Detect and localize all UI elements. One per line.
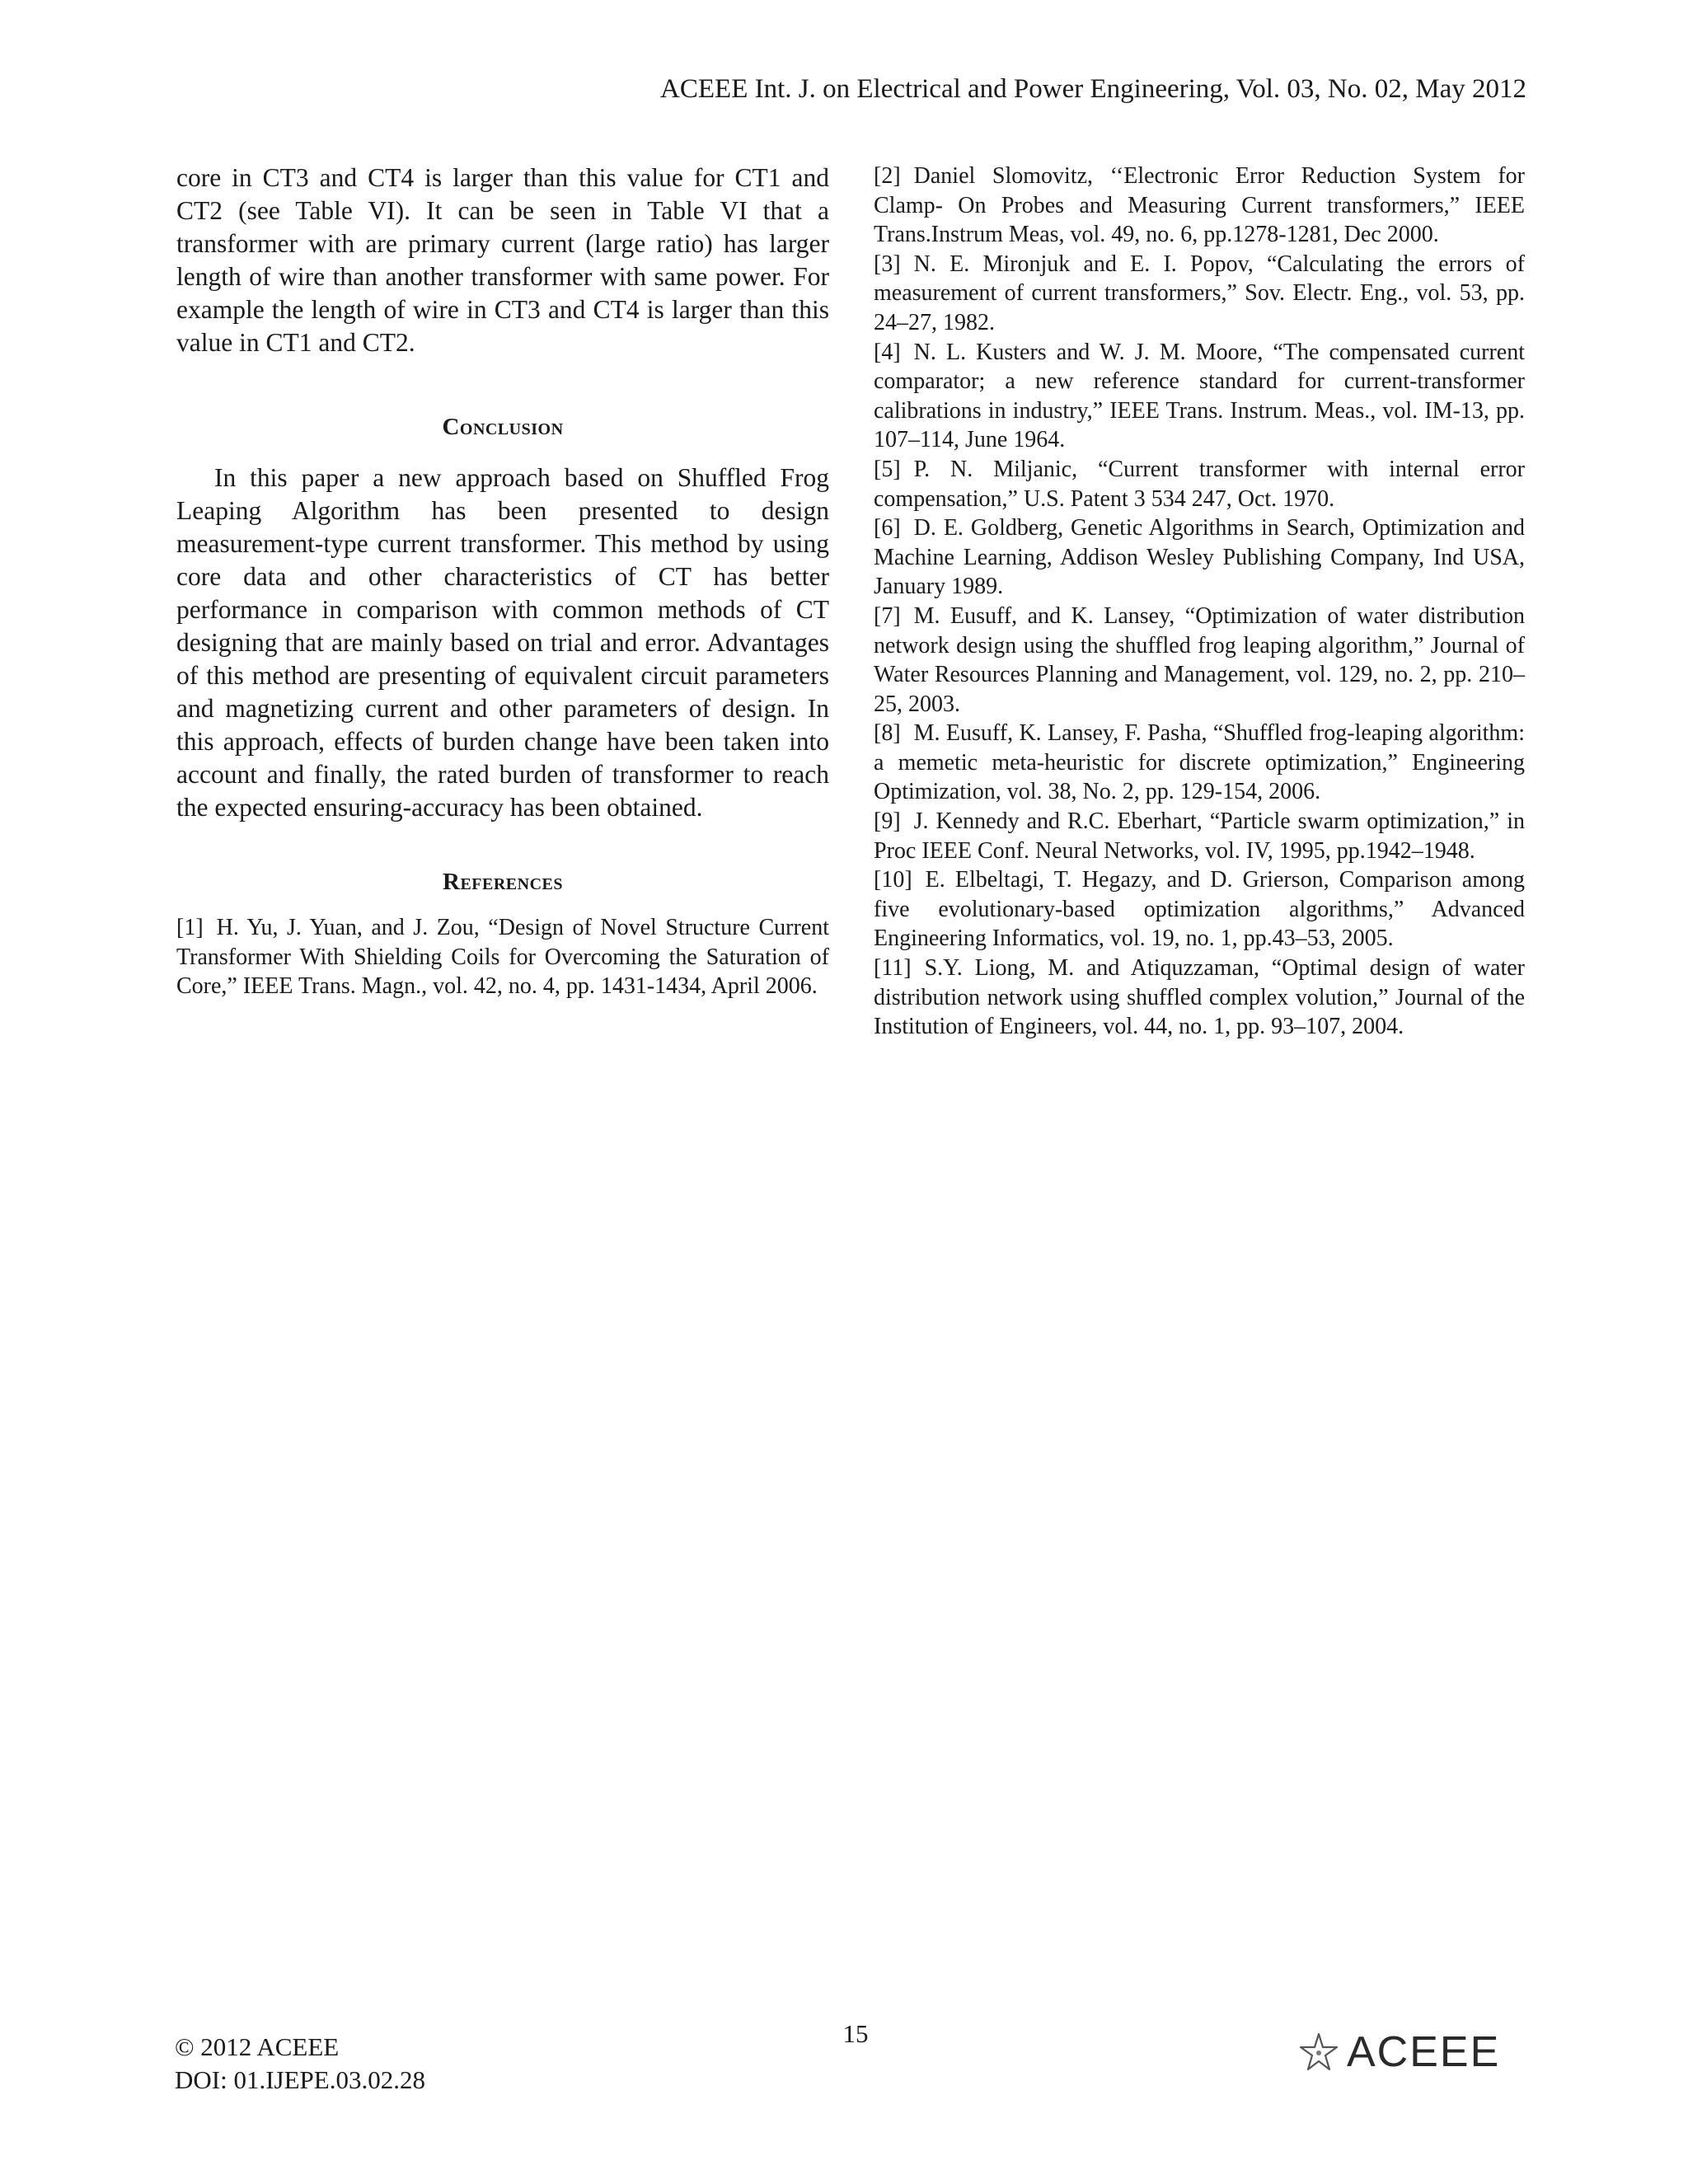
reference-text: M. Eusuff, and K. Lansey, “Optimization of water distribution network design using the shuffled frog leaping algorithm,” Journal of Water Resources Planning and Management, vol. 129, no. 2, pp. 210–25, 2003.: [874, 602, 1525, 717]
footer-copyright: © 2012 ACEEE: [175, 2032, 340, 2061]
reference-text: H. Yu, J. Yuan, and J. Zou, “Design of Novel Structure Current Transformer With Shielding Coils for Overcoming the Saturation of Core,” IEEE Trans. Magn., vol. 42, no. 4, pp. 1431-1434, April 2006.: [176, 915, 829, 1000]
reference-text: Daniel Slomovitz, ‘‘Electronic Error Reduction System for Clamp- On Probes and Measuring Current transformers,” IEEE Trans.Instrum Meas, vol. 49, no. 6, pp.1278-1281, Dec 2000.: [874, 163, 1525, 248]
reference-text: M. Eusuff, K. Lansey, F. Pasha, “Shuffled frog-leaping algorithm: a memetic meta-heuristic for discrete optimization,” Engineering Optimization, vol. 38, No. 2, pp. 129-154, 2006.: [874, 720, 1525, 805]
reference-number: [7]: [874, 602, 901, 629]
page-number: 15: [842, 2019, 869, 2048]
aceee-logo: [1294, 2027, 1525, 2077]
logo-wordmark: ACEEE: [1347, 2028, 1501, 2076]
reference-text: P. N. Miljanic, “Current transformer with internal error compensation,” U.S. Patent 3 534 247, Oct. 1970.: [874, 456, 1525, 512]
reference-number: [5]: [874, 456, 901, 482]
reference-item: [874, 162, 1525, 250]
conclusion-heading: Conclusion: [442, 414, 564, 440]
reference-number: [6]: [874, 515, 901, 541]
reference-number: [2]: [874, 163, 901, 189]
reference-item: [874, 602, 1525, 719]
reference-text: J. Kennedy and R.C. Eberhart, “Particle swarm optimization,” in Proc IEEE Conf. Neural Networks, vol. IV, 1995, pp.1942–1948.: [874, 808, 1525, 864]
footer-doi: DOI: 01.IJEPE.03.02.28: [175, 2065, 425, 2094]
reference-text: E. Elbeltagi, T. Hegazy, and D. Grierson, Comparison among five evolutionary-based optimization algorithms,” Advanced Engineering Informatics, vol. 19, no. 1, pp.43–53, 2005.: [874, 867, 1525, 952]
reference-number: [4]: [874, 339, 901, 365]
reference-item: [874, 513, 1525, 602]
continuation-paragraph: core in CT3 and CT4 is larger than this value for CT1 and CT2 (see Table VI). It can be seen in Table VI that a transformer with are primary current (large ratio) has larger length of wire than another transformer with same power. For example the length of wire in CT3 and CT4 is larger than this value in CT1 and CT2.: [176, 163, 829, 357]
reference-number: [10]: [874, 867, 912, 893]
reference-item: [176, 913, 829, 1001]
reference-item: [874, 719, 1525, 807]
reference-number: [8]: [874, 720, 901, 747]
reference-number: [9]: [874, 808, 901, 835]
conclusion-paragraph: In this paper a new approach based on Shuffled Frog Leaping Algorithm has been presented to design measurement-type current transformer. This method by using core data and other characteristics of CT has better performance in comparison with common methods of CT designing that are mainly based on trial and error. Advantages of this method are presenting of equivalent circuit parameters and magnetizing current and other parameters of design. In this approach, effects of burden change have been taken into account and finally, the rated burden of transformer to reach the expected ensuring-accuracy has been obtained.: [176, 463, 829, 822]
references-heading: References: [443, 869, 563, 895]
reference-text: D. E. Goldberg, Genetic Algorithms in Search, Optimization and Machine Learning, Addison Wesley Publishing Company, Ind USA, January 1989.: [874, 515, 1525, 600]
reference-item: [874, 954, 1525, 1042]
left-column: [176, 162, 829, 1001]
reference-number: [1]: [176, 915, 204, 940]
reference-list-left: [176, 913, 829, 1001]
reference-list-right: [874, 162, 1525, 1042]
reference-text: N. L. Kusters and W. J. M. Moore, “The compensated current comparator; a new reference standard for current-transformer calibrations in industry,” IEEE Trans. Instrum. Meas., vol. IM-13, pp. 107–114, June 1964.: [874, 339, 1525, 453]
reference-item: [874, 807, 1525, 865]
reference-item: [874, 338, 1525, 455]
reference-number: [11]: [874, 955, 912, 982]
reference-item: [874, 865, 1525, 954]
running-header: ACEEE Int. J. on Electrical and Power Engineering, Vol. 03, No. 02, May 2012: [660, 74, 1526, 104]
reference-item: [874, 455, 1525, 513]
star-logo-icon: [1294, 2027, 1343, 2077]
reference-item: [874, 250, 1525, 338]
reference-text: N. E. Mironjuk and E. I. Popov, “Calculating the errors of measurement of current transformers,” Sov. Electr. Eng., vol. 53, pp. 24–27, 1982.: [874, 251, 1525, 335]
reference-text: S.Y. Liong, M. and Atiquzzaman, “Optimal design of water distribution network using shuffled complex volution,” Journal of the Institution of Engineers, vol. 44, no. 1, pp. 93–107, 2004.: [874, 955, 1525, 1040]
right-column: [874, 162, 1525, 1042]
reference-number: [3]: [874, 251, 901, 277]
